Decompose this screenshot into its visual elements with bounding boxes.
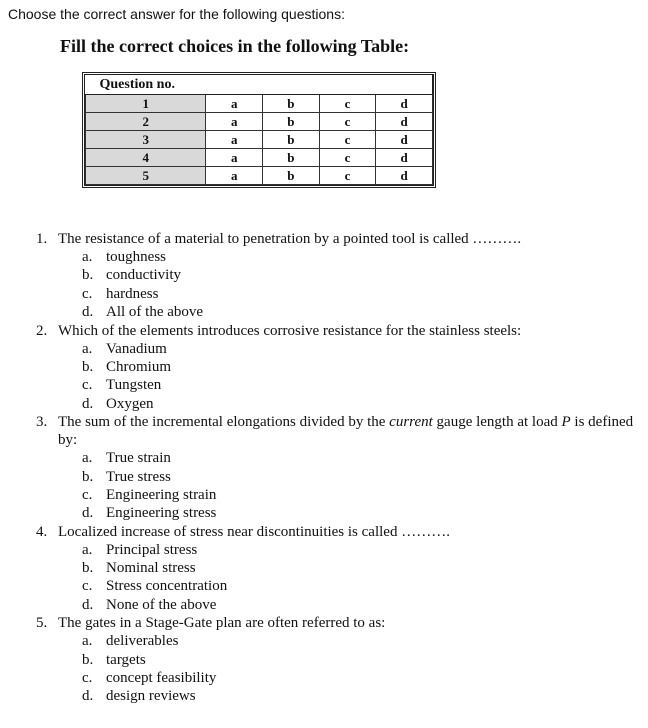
option-a [82,632,636,650]
table-title: Fill the correct choices in the following Table: [60,36,410,56]
question-no-cell: 1 [86,95,206,113]
option-text: design reviews [106,688,196,705]
choice-cell: d [376,95,433,113]
option-letter: c. [82,670,93,687]
choice-cell: b [263,131,320,149]
option-text: targets [106,651,146,668]
option-text: Engineering stress [106,505,217,522]
table-row [86,131,433,149]
instruction-text: Choose the correct answer for the following questions: [8,6,345,22]
option-text: Principal stress [106,541,198,558]
option-letter: a. [82,541,93,558]
choice-cell: a [206,167,263,185]
choice-cell: d [376,113,433,131]
options-list [82,632,636,706]
option-text: concept feasibility [106,670,217,687]
option-text: Stress concentration [106,578,228,595]
option-text: Chromium [106,358,172,375]
option-letter: d. [82,505,94,522]
question-text: The sum of the incremental elongations divided by the current gauge length at load P is defined by: [58,414,634,449]
option-a [82,541,636,559]
table-row [86,149,433,167]
question-text: Localized increase of stress near discontinuities is called ………. [58,523,450,540]
option-text: deliverables [106,633,179,650]
option-letter: d. [82,596,94,613]
question-text: The gates in a Stage-Gate plan are often referred to as: [58,615,386,632]
question-no-cell: 3 [86,131,206,149]
option-letter: c. [82,285,93,302]
option-text: Oxygen [106,395,154,412]
option-letter: a. [82,249,93,265]
option-a [82,449,636,467]
choice-cell: d [376,167,433,185]
option-c [82,285,636,303]
choice-cell: c [319,131,376,149]
question-5 [36,614,636,706]
question-number: 5. [36,615,48,632]
question-no-cell: 5 [86,167,206,185]
option-b [82,266,636,284]
option-letter: d. [82,688,94,705]
choice-cell: b [263,149,320,167]
option-letter: b. [82,358,94,375]
option-letter: b. [82,468,94,485]
option-c [82,486,636,504]
option-c [82,376,636,394]
choice-cell: b [263,95,320,113]
table-row [86,113,433,131]
option-letter: b. [82,267,94,284]
option-text: All of the above [106,304,204,321]
option-a [82,340,636,358]
question-no-cell: 4 [86,149,206,167]
option-d [82,687,636,705]
choice-cell: c [319,95,376,113]
table-row [86,95,433,113]
question-3 [36,413,636,523]
option-text: hardness [106,285,159,302]
choice-cell: a [206,113,263,131]
option-letter: d. [82,395,94,412]
option-letter: c. [82,578,93,595]
option-letter: b. [82,560,94,577]
options-list [82,248,636,322]
option-text: Nominal stress [106,560,196,577]
answer-table [82,72,436,188]
option-c [82,669,636,687]
table-row [86,167,433,185]
choice-cell: c [319,149,376,167]
question-number: 4. [36,523,48,540]
option-letter: c. [82,486,93,503]
option-text: Tungsten [106,377,162,394]
choice-cell: c [319,167,376,185]
question-4 [36,523,636,615]
option-letter: a. [82,633,93,650]
question-number: 3. [36,414,48,431]
questions-list [36,230,636,706]
option-d [82,596,636,614]
option-letter: a. [82,340,93,357]
option-c [82,577,636,595]
option-letter: c. [82,377,93,394]
question-text: Which of the elements introduces corrosive resistance for the stainless steels: [58,322,522,339]
choice-cell: a [206,95,263,113]
choice-cell: b [263,167,320,185]
choice-cell: a [206,149,263,167]
options-list [82,449,636,523]
option-text: toughness [106,249,166,265]
option-text: conductivity [106,267,181,284]
choice-cell: b [263,113,320,131]
question-1 [36,230,636,322]
option-d [82,504,636,522]
table-header: Question no. [86,75,433,95]
option-text: True stress [106,468,171,485]
option-b [82,559,636,577]
option-b [82,468,636,486]
options-list [82,541,636,615]
choice-cell: c [319,113,376,131]
question-number: 1. [36,231,48,247]
option-b [82,651,636,669]
option-a [82,248,636,266]
option-d [82,303,636,321]
option-b [82,358,636,376]
question-2 [36,322,636,414]
option-letter: d. [82,304,94,321]
option-d [82,395,636,413]
choice-cell: a [206,131,263,149]
choice-cell: d [376,131,433,149]
option-text: Vanadium [106,340,167,357]
question-number: 2. [36,322,48,339]
option-letter: a. [82,450,93,467]
option-letter: b. [82,651,94,668]
question-no-cell: 2 [86,113,206,131]
option-text: Engineering strain [106,486,217,503]
question-text: The resistance of a material to penetration by a pointed tool is called ………. [58,231,522,247]
option-text: None of the above [106,596,217,613]
options-list [82,340,636,414]
choice-cell: d [376,149,433,167]
option-text: True strain [106,450,171,467]
